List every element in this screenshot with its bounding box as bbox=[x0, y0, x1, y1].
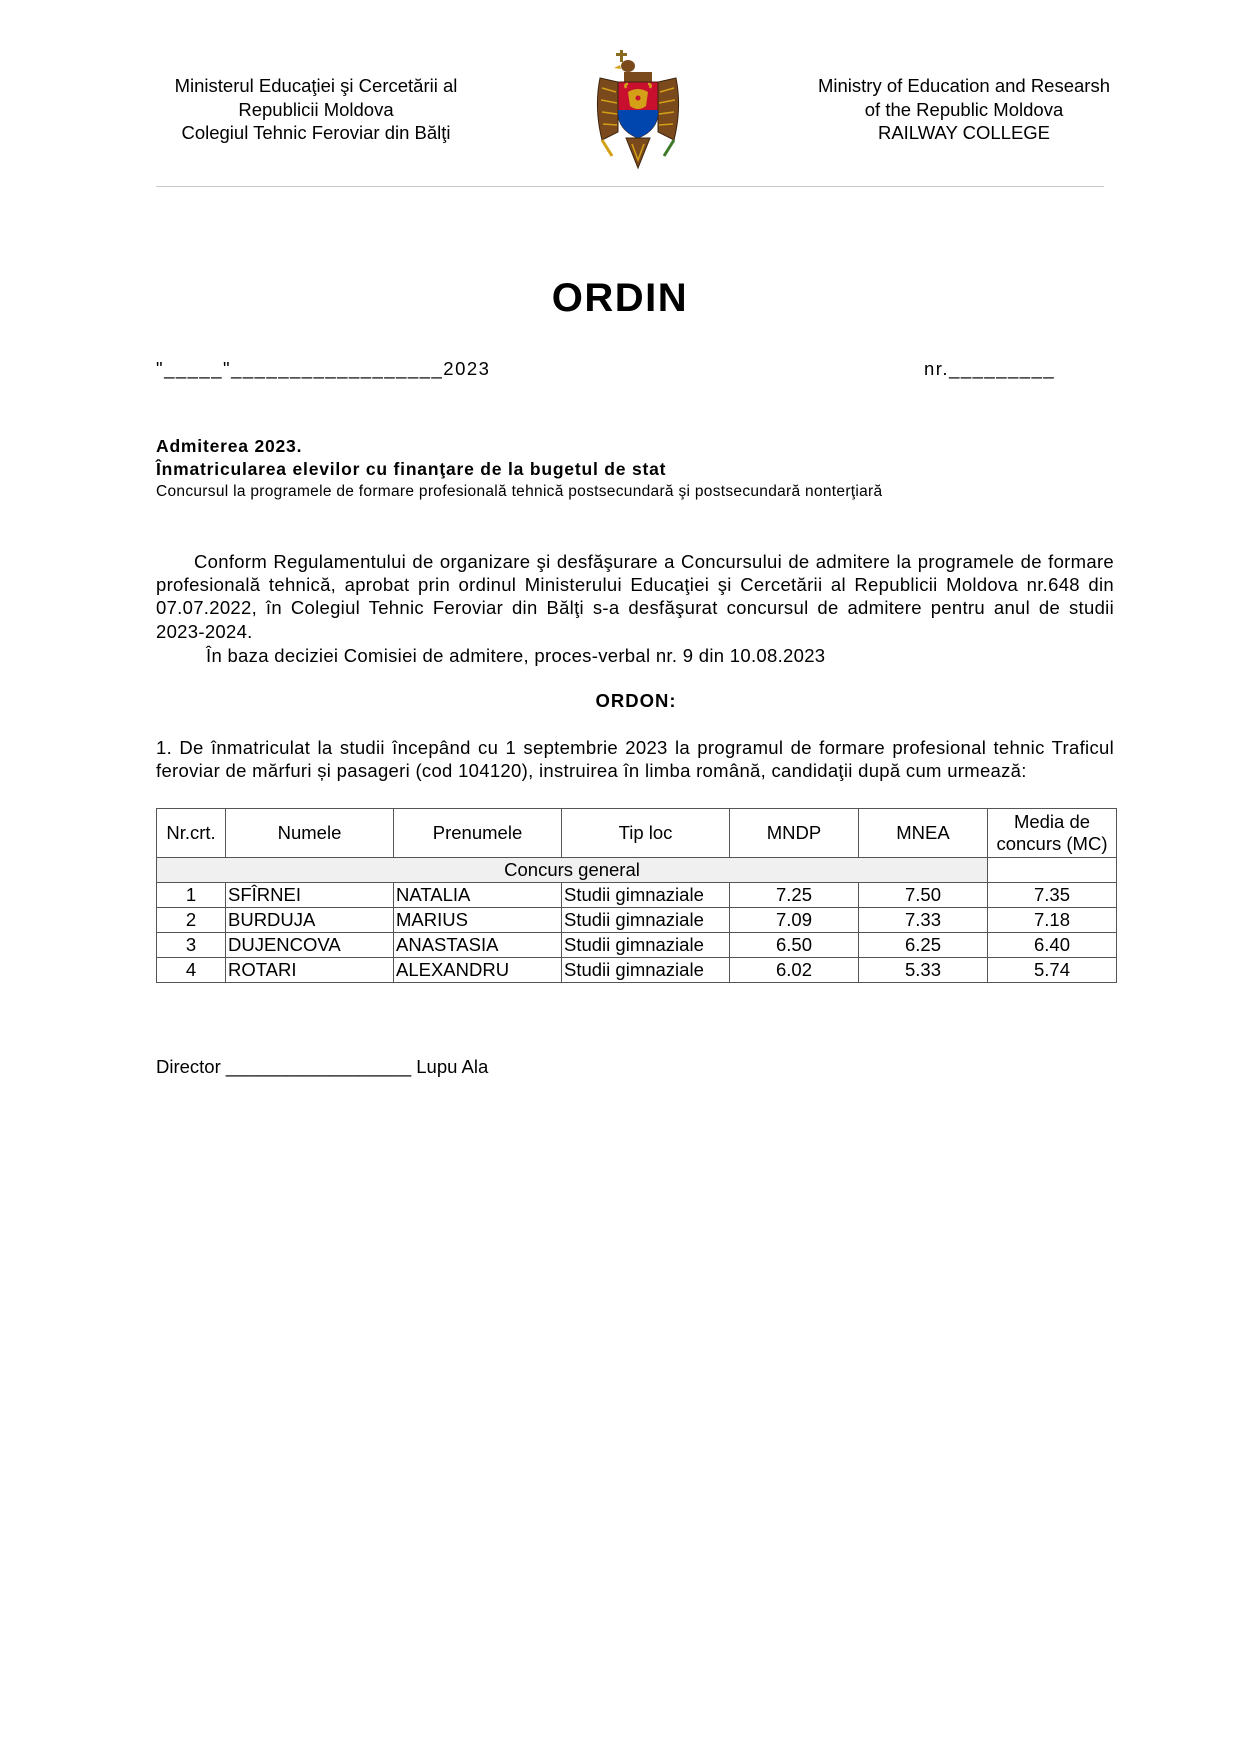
group-empty-cell bbox=[988, 858, 1117, 883]
signature-block bbox=[156, 1056, 488, 1078]
cell-mnea: 7.33 bbox=[859, 908, 988, 933]
header-left-line-3: Colegiul Tehnic Feroviar din Bălţi bbox=[181, 122, 451, 143]
subject-line-3: Concursul la programele de formare profesională tehnică postsecundară şi postsecundară nonterţiară bbox=[156, 483, 883, 500]
cell-tip-loc: Studii gimnaziale bbox=[562, 933, 730, 958]
cell-prenumele: ANASTASIA bbox=[394, 933, 562, 958]
cell-numele: SFÎRNEI bbox=[226, 883, 394, 908]
cell-numele: ROTARI bbox=[226, 958, 394, 983]
cell-nr: 3 bbox=[157, 933, 226, 958]
cell-tip-loc: Studii gimnaziale bbox=[562, 908, 730, 933]
header-numele: Numele bbox=[226, 809, 394, 858]
header-mndp: MNDP bbox=[730, 809, 859, 858]
enrollment-table bbox=[156, 808, 1117, 983]
header-divider bbox=[156, 186, 1104, 187]
ordon-heading: ORDON: bbox=[595, 690, 677, 711]
header-mc: Media de concurs (MC) bbox=[988, 809, 1117, 858]
header-prenumele: Prenumele bbox=[394, 809, 562, 858]
table-header-row bbox=[157, 809, 1117, 858]
paragraph-enrollment: 1. De înmatriculat la studii începând cu 1 septembrie 2023 la programul de formare profesional tehnic Traficul feroviar de mărfuri și pasageri (cod 104120), instruirea în limba română, candidaţii după cum urmează: bbox=[156, 737, 1114, 782]
cell-mnea: 6.25 bbox=[859, 933, 988, 958]
header-left-line-1: Ministerul Educaţiei şi Cercetării al bbox=[174, 75, 458, 96]
subject-line-1: Admiterea 2023. bbox=[156, 436, 303, 456]
header-mnea: MNEA bbox=[859, 809, 988, 858]
cell-numele: DUJENCOVA bbox=[226, 933, 394, 958]
subject-block bbox=[156, 435, 1116, 503]
table-row bbox=[157, 908, 1117, 933]
cell-tip-loc: Studii gimnaziale bbox=[562, 958, 730, 983]
table-row bbox=[157, 933, 1117, 958]
cell-mc: 7.35 bbox=[988, 883, 1117, 908]
header-right-line-1: Ministry of Education and Researsh bbox=[817, 75, 1111, 96]
cell-prenumele: NATALIA bbox=[394, 883, 562, 908]
paragraph-regulation: Conform Regulamentului de organizare şi desfăşurare a Concursului de admitere la programele de formare profesională tehnică, aprobat prin ordinul Ministerului Educaţiei şi Cercetării al Republicii Moldova nr.648 din 07.07.2022, în Colegiul Tehnic Feroviar din Bălţi s-a desfăşurat concursul de admitere pentru anul de studii 2023-2024. bbox=[156, 551, 1114, 642]
subject-line-2: Înmatricularea elevilor cu finanţare de la bugetul de stat bbox=[156, 459, 667, 479]
cell-mndp: 6.50 bbox=[730, 933, 859, 958]
cell-numele: BURDUJA bbox=[226, 908, 394, 933]
cell-mc: 6.40 bbox=[988, 933, 1117, 958]
header-right-line-2: of the Republic Moldova bbox=[864, 98, 1064, 120]
cell-mndp: 7.25 bbox=[730, 883, 859, 908]
cell-tip-loc: Studii gimnaziale bbox=[562, 883, 730, 908]
header-nr: Nr.crt. bbox=[157, 809, 226, 858]
cell-mc: 5.74 bbox=[988, 958, 1117, 983]
cell-nr: 2 bbox=[157, 908, 226, 933]
cell-nr: 4 bbox=[157, 958, 226, 983]
number-blank-line: nr._________ bbox=[924, 358, 1056, 379]
document-title: ORDIN bbox=[551, 276, 689, 320]
header-left-block bbox=[106, 74, 526, 145]
cell-mc: 7.18 bbox=[988, 908, 1117, 933]
signature-role: Director bbox=[156, 1056, 221, 1077]
signature-name: Lupu Ala bbox=[416, 1056, 489, 1077]
signature-line: __________________ bbox=[225, 1056, 412, 1077]
paragraph-decision: În baza deciziei Comisiei de admitere, proces-verbal nr. 9 din 10.08.2023 bbox=[206, 645, 826, 666]
group-label: Concurs general bbox=[157, 858, 988, 883]
header-left-line-2: Republicii Moldova bbox=[238, 98, 394, 120]
cell-mndp: 6.02 bbox=[730, 958, 859, 983]
cell-mndp: 7.09 bbox=[730, 908, 859, 933]
cell-prenumele: ALEXANDRU bbox=[394, 958, 562, 983]
date-blank-line: "_____"__________________2023 bbox=[156, 358, 491, 379]
header-tip-loc: Tip loc bbox=[562, 809, 730, 858]
cell-prenumele: MARIUS bbox=[394, 908, 562, 933]
cell-mnea: 5.33 bbox=[859, 958, 988, 983]
header-right-line-3: RAILWAY COLLEGE bbox=[877, 122, 1051, 143]
header-right-block bbox=[754, 74, 1174, 145]
table-row bbox=[157, 958, 1117, 983]
cell-nr: 1 bbox=[157, 883, 226, 908]
table-row bbox=[157, 883, 1117, 908]
table-group-row bbox=[157, 858, 1117, 883]
cell-mnea: 7.50 bbox=[859, 883, 988, 908]
moldova-coat-of-arms-icon bbox=[588, 48, 688, 172]
